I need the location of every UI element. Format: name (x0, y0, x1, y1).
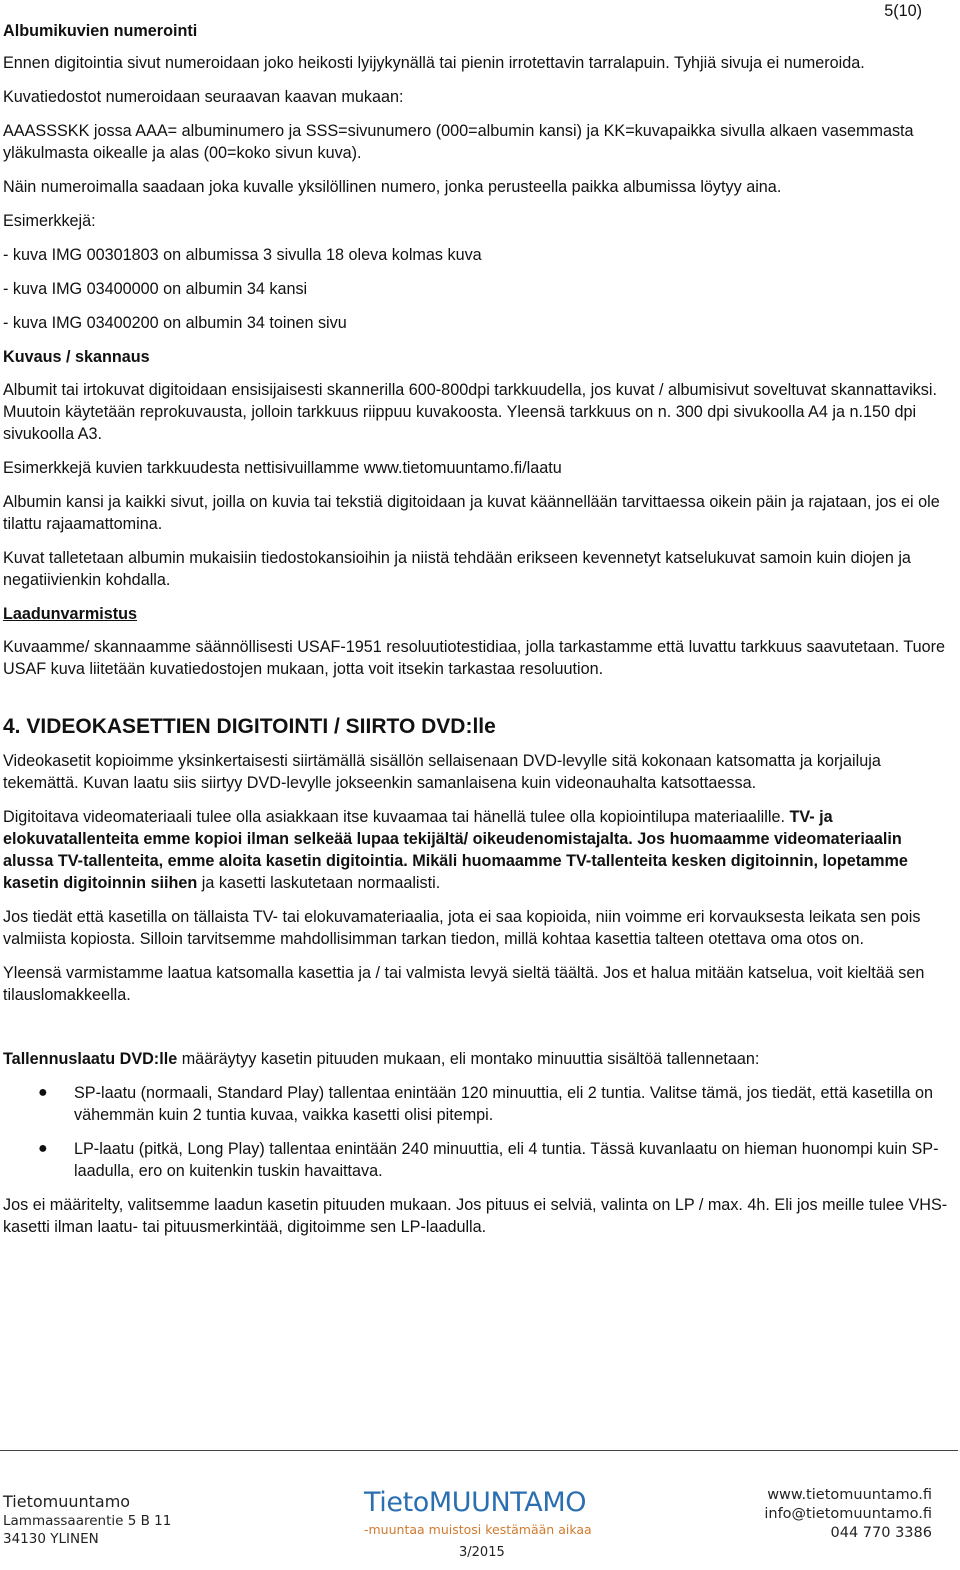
paragraph-unique-number: Näin numeroimalla saadaan joka kuvalle yksilöllinen numero, jonka perusteella paikka albumissa löytyy aina. (3, 178, 782, 196)
paragraph-recording-quality (3, 1048, 951, 1070)
document-date: 3/2015 (459, 1545, 505, 1560)
section-title: Albumikuvien numerointi (3, 22, 198, 40)
paragraph-naming-formula: AAASSSKK jossa AAA= albuminumero ja SSS=sivunumero (000=albumin kansi) ja KK=kuvapaikka sivulla alkaen vasemmasta yläkulmasta oikealle ja alas (00=koko sivun kuva). (3, 122, 914, 162)
page-number: 5(10) (884, 2, 922, 20)
paragraph-album-pages: Albumin kansi ja kaikki sivut, joilla on kuvia tai tekstiä digitoidaan ja kuvat käännellään tarvittaessa oikein päin ja rajataan, jos ei ole tilattu rajaamattomina. (3, 493, 940, 533)
bullet-icon: ● (38, 1084, 48, 1101)
example-item: - kuva IMG 03400000 on albumin 34 kansi (3, 280, 308, 298)
street-address: Lammassaarentie 5 B 11 (3, 1513, 172, 1529)
paragraph-naming-formula-intro: Kuvatiedostot numeroidaan seuraavan kaavan mukaan: (3, 88, 404, 106)
logo-wordmark: TietoMUUNTAMO (364, 1487, 587, 1518)
paragraph-numbering-intro: Ennen digitointia sivut numeroidaan joko heikosti lyijykynällä tai pienin irrotettavin tarralapuin. Tyhjiä sivuja ei numeroida. (3, 54, 865, 72)
postal-address: 34130 YLINEN (3, 1531, 99, 1547)
company-name: Tietomuuntamo (3, 1492, 131, 1511)
quality-options-list (3, 1082, 951, 1182)
paragraph-tv-material: Jos tiedät että kasetilla on tällaista TV- tai elokuvamateriaalia, jota ei saa kopioida, niin voimme eri korvauksesta leikata sen pois valmiista kopiosta. Silloin tarvitsemme mahdollisimman tarkan tiedon, millä kohtaa kasettia talteen otettava oma otos on. (3, 908, 921, 948)
paragraph-video-permission (3, 806, 951, 894)
list-item (3, 1138, 951, 1182)
recording-quality-label: Tallennuslaatu DVD:lle (3, 1050, 178, 1068)
paragraph-quality-examples: Esimerkkejä kuvien tarkkuudesta nettisivuillamme www.tietomuuntamo.fi/laatu (3, 459, 562, 477)
list-item (3, 1082, 951, 1126)
example-item: - kuva IMG 00301803 on albumissa 3 sivulla 18 oleva kolmas kuva (3, 246, 482, 264)
footer-divider (0, 1450, 958, 1451)
logo-tagline: -muuntaa muistosi kestämään aikaa (364, 1522, 592, 1537)
list-item-text: SP-laatu (normaali, Standard Play) tallentaa enintään 120 minuuttia, eli 2 tuntia. Valitse tämä, jos tiedät, että kasetilla on vähemmän kuin 2 tuntia kuvaa, vaikka kasetti olisi pitempi. (74, 1084, 934, 1124)
paragraph-quality-check: Yleensä varmistamme laatua katsomalla kasettia ja / tai valmista levyä sieltä täältä. Jos et halua mitään katselua, voit kieltää sen tilauslomakkeella. (3, 964, 925, 1004)
heading-video-digitization: 4. VIDEOKASETTIEN DIGITOINTI / SIIRTO DVD:lle (3, 715, 496, 738)
permission-text-end: ja kasetti laskutetaan normaalisti. (197, 874, 441, 892)
footer (0, 1480, 960, 1570)
heading-scanning: Kuvaus / skannaus (3, 348, 150, 366)
paragraph-file-folders: Kuvat talletetaan albumin mukaisiin tiedostokansioihin ja niistä tehdään erikseen kevennetyt katselukuvat samoin kuin diojen ja negatiivienkin kohdalla. (3, 549, 911, 589)
recording-quality-text: määräytyy kasetin pituuden mukaan, eli montako minuuttia sisältöä tallennetaan: (177, 1050, 760, 1068)
website-link[interactable]: www.tietomuuntamo.fi (767, 1487, 932, 1503)
bullet-icon: ● (38, 1140, 48, 1157)
document-body (3, 52, 951, 1238)
company-logo (364, 1488, 592, 1538)
company-address (3, 1492, 171, 1548)
paragraph-video-copying: Videokasetit kopioimme yksinkertaisesti siirtämällä sisällön sellaisenaan DVD-levylle sitä kokonaan katsomatta ja korjailuja tekemättä. Kuvan laatu siis siirtyy DVD-levylle jokseenkin samanlaisena kuin videonauhalta katsottaessa. (3, 752, 881, 792)
heading-quality-assurance: Laadunvarmistus (3, 605, 138, 623)
paragraph-scanning-resolution: Albumit tai irtokuvat digitoidaan ensisijaisesti skannerilla 600-800dpi tarkkuudella, jos kuvat / albumisivut soveltuvat skannattaviksi. Muutoin käytetään reprokuvausta, jolloin tarkkuus riippuu kuvakoosta. Yleensä tarkkuus on n. 300 dpi sivukoolla A4 ja n.150 dpi sivukoolla A3. (3, 381, 937, 443)
paragraph-usaf-test: Kuvaamme/ skannaamme säännöllisesti USAF-1951 resoluutiotestidiaa, jolla tarkastamme että luvattu tarkkuus saavutetaan. Tuore USAF kuva liitetään kuvatiedostojen mukaan, jotta voit itsekin tarkastaa resoluution. (3, 638, 946, 678)
permission-warning: TV- ja elokuvatallenteita emme kopioi ilman selkeää lupaa tekijältä/ oikeudenomistajalta. Jos huomaamme videomateriaalin alussa TV-tallenteita, emme aloita kasetin digitointia. Mikäli huomaamme TV-tallenteita kesken digitoinnin, lopetamme kasetin digitoinnin siihen (3, 808, 908, 892)
contact-info (764, 1486, 932, 1543)
permission-text: Digitoitava videomateriaali tulee olla asiakkaan itse kuvaamaa tai hänellä tulee olla kopiointilupa materiaalille. (3, 808, 790, 826)
example-item: - kuva IMG 03400200 on albumin 34 toinen sivu (3, 314, 347, 332)
examples-heading: Esimerkkejä: (3, 212, 96, 230)
email-link[interactable]: info@tietomuuntamo.fi (764, 1506, 932, 1522)
paragraph-default-quality: Jos ei määritelty, valitsemme laadun kasetin pituuden mukaan. Jos pituus ei selviä, valinta on LP / max. 4h. Eli jos meille tulee VHS-kasetti ilman laatu- tai pituusmerkintää, digitoimme sen LP-laadulla. (3, 1196, 948, 1236)
phone-number: 044 770 3386 (830, 1525, 932, 1541)
list-item-text: LP-laatu (pitkä, Long Play) tallentaa enintään 240 minuuttia, eli 4 tuntia. Tässä kuvanlaatu on hieman huonompi kuin SP-laadulla, ero on kuitenkin tuskin havaittava. (74, 1140, 939, 1180)
